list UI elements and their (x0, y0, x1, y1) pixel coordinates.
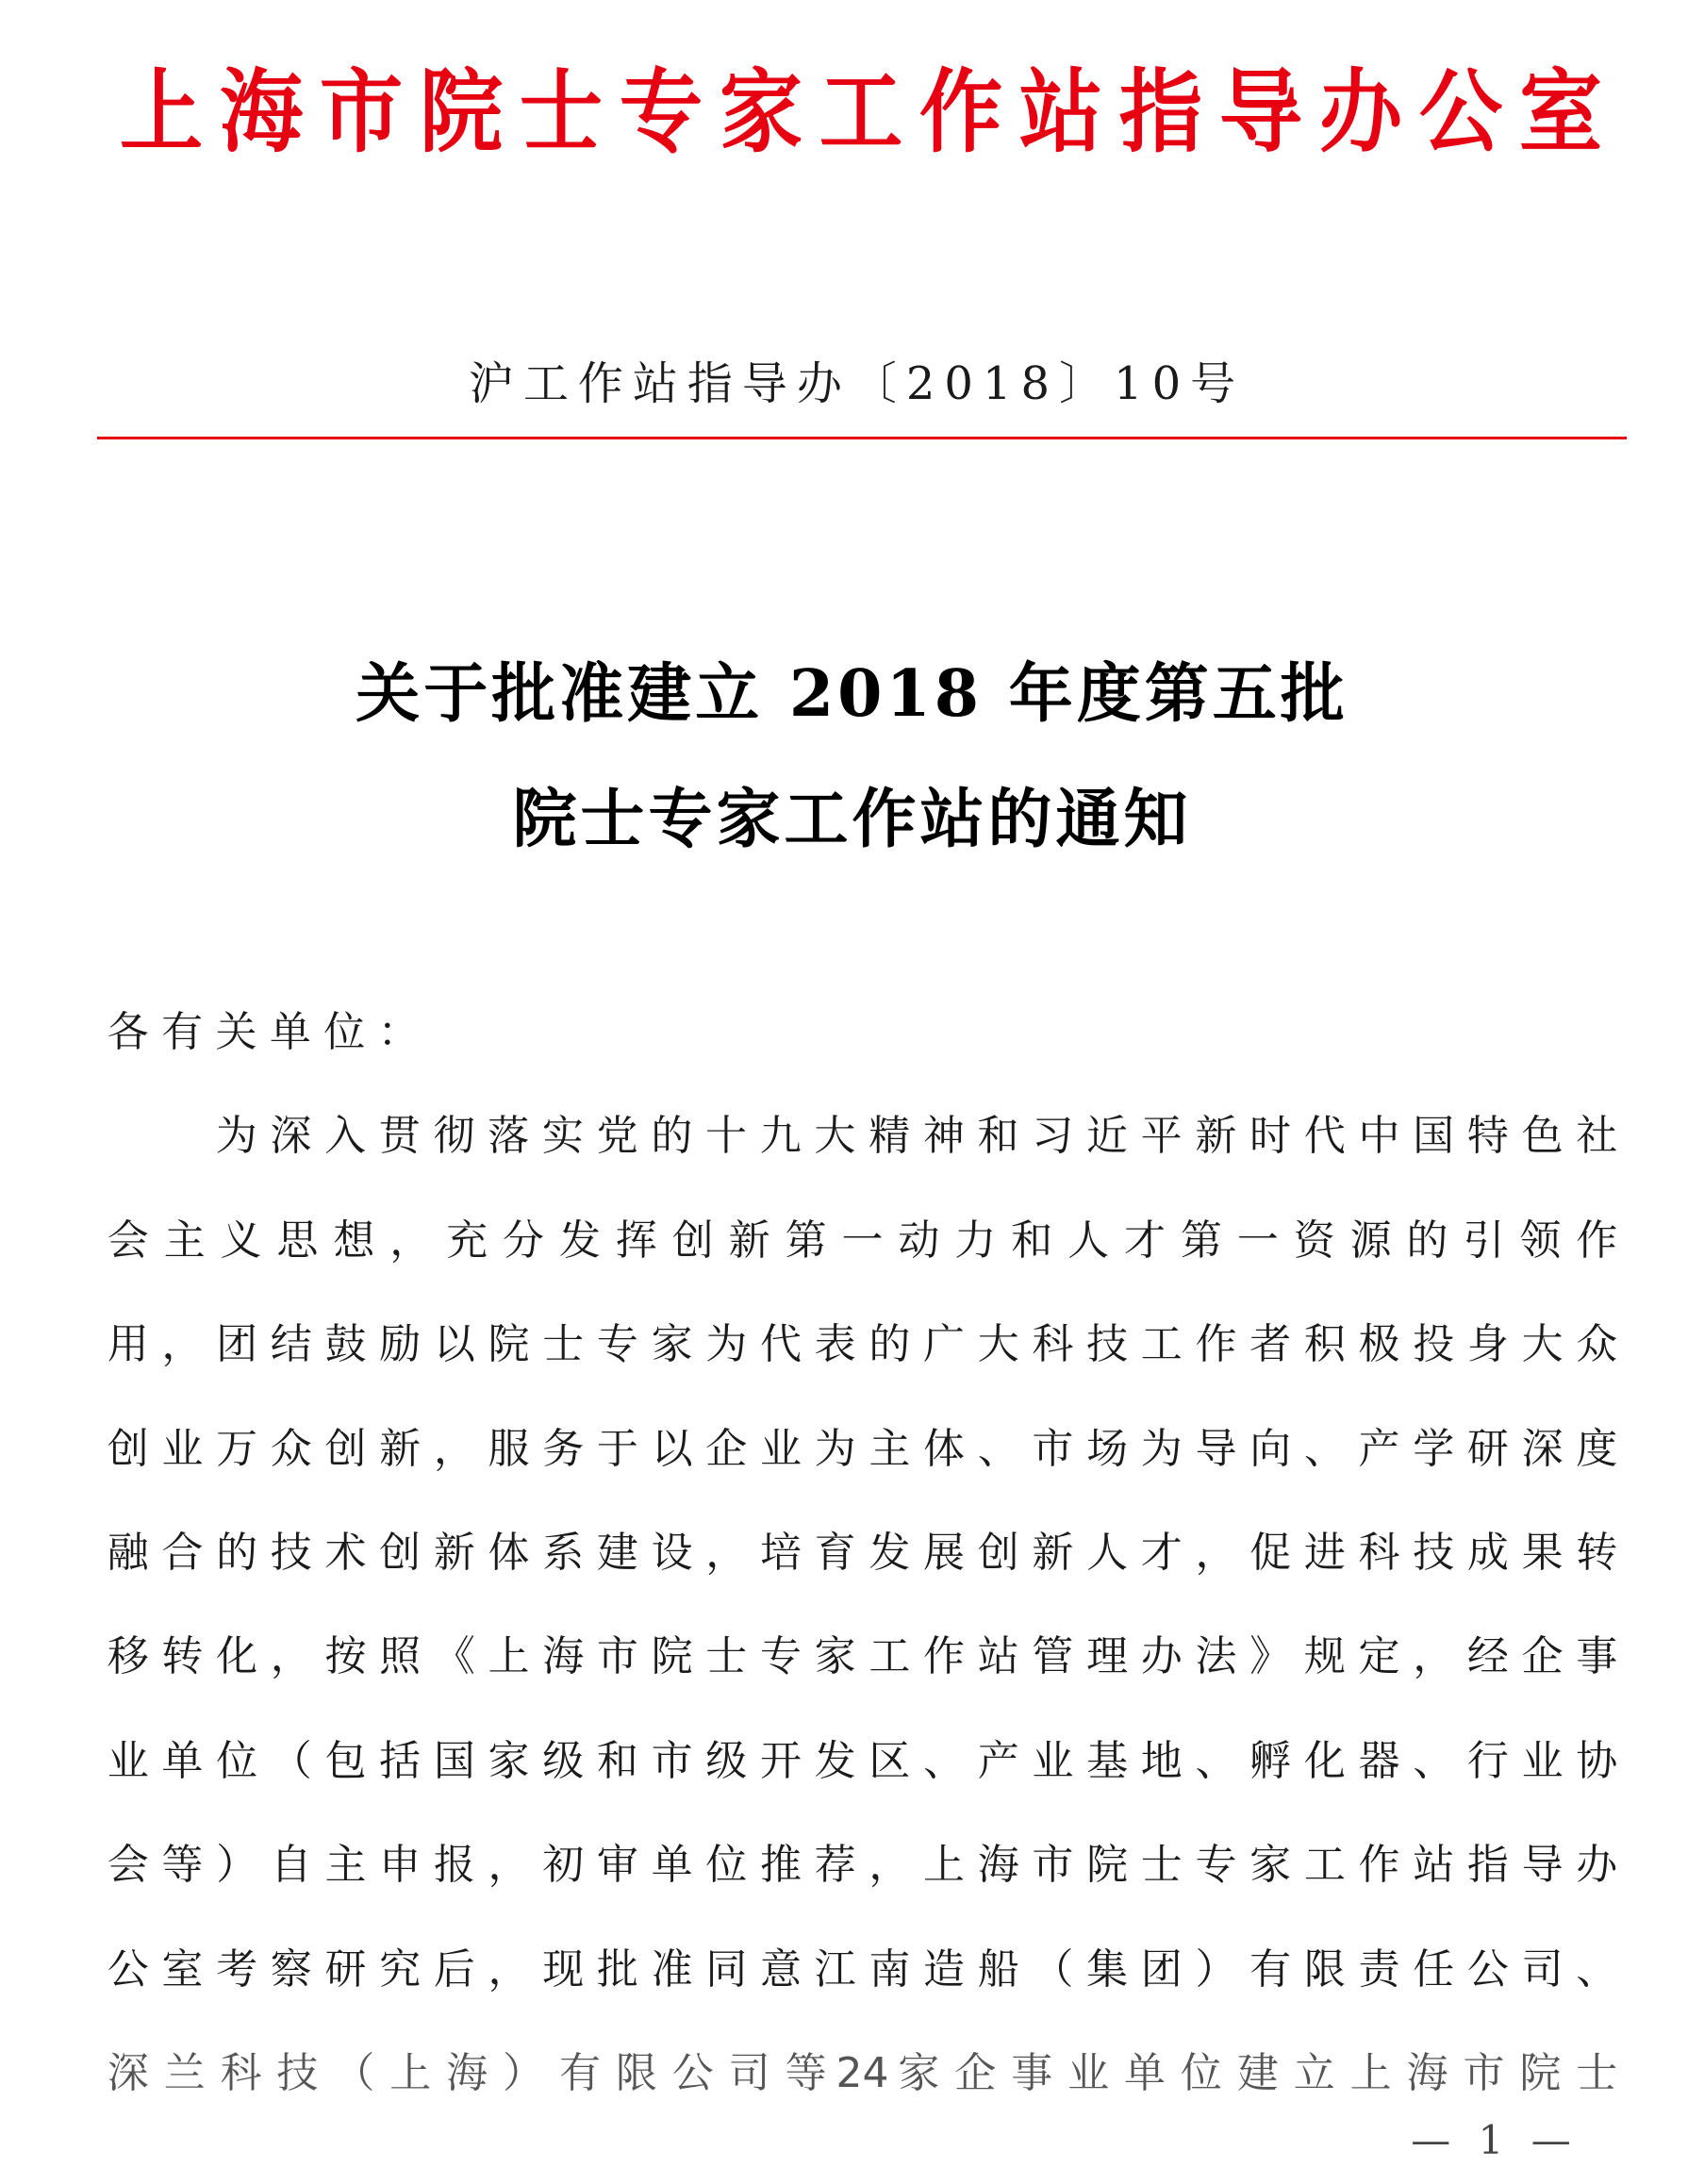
page-number: — 1 — (1411, 2117, 1579, 2163)
issuer-char: 海 (219, 58, 304, 165)
body-line: 移 转 化 ， 按 照 《 上 海 市 院 士 专 家 工 作 站 管 理 办 法 》 规 定 ， 经 企 事 (107, 1632, 1618, 1681)
document-body (101, 1000, 1624, 2144)
issuer-char: 公 (1418, 58, 1503, 165)
body-line: 公 室 考 察 研 究 后 ， 现 批 准 同 意 江 南 造 船 （ 集 团 ） 有 限 责 任 公 司 、 (107, 1944, 1618, 1994)
issuer-char: 站 (1018, 58, 1103, 165)
body-line: 会 等 ） 自 主 申 报 ， 初 审 单 位 推 荐 ， 上 海 市 院 士 专 家 工 作 站 指 导 办 (107, 1841, 1618, 1890)
body-line: 创 业 万 众 创 新 ， 服 务 于 以 企 业 为 主 体 、 市 场 为 导 向 、 产 学 研 深 度 (107, 1424, 1618, 1473)
salutation: 各 有 关 单 位 ： (107, 1008, 420, 1056)
issuer-char: 上 (119, 58, 204, 165)
issuer-char: 专 (619, 58, 703, 165)
issuer-char: 工 (819, 58, 903, 165)
notice-title-line-2: 院士专家工作站的通知 (512, 782, 1192, 857)
body-line: 融 合 的 技 术 创 新 体 系 建 设 ， 培 育 发 展 创 新 人 才 ， 促 进 科 技 成 果 转 (107, 1528, 1618, 1577)
issuer-char: 作 (918, 58, 1003, 165)
issuer-char: 市 (319, 58, 404, 165)
red-divider-rule (97, 437, 1627, 439)
issuer-char: 室 (1518, 58, 1603, 165)
document-number: 沪工作站指导办〔2018〕10号 (468, 357, 1246, 410)
body-line: 用 ， 团 结 鼓 励 以 院 士 专 家 为 代 表 的 广 大 科 技 工 作 者 积 极 投 身 大 众 (107, 1320, 1618, 1369)
issuer-char: 办 (1318, 58, 1403, 165)
body-line: 为 深 入 贯 彻 落 实 党 的 十 九 大 精 神 和 习 近 平 新 时 代 中 国 特 色 社 (215, 1112, 1618, 1161)
issuer-char: 家 (719, 58, 803, 165)
body-line: 会 主 义 思 想 ， 充 分 发 挥 创 新 第 一 动 力 和 人 才 第 一 资 源 的 引 领 作 (107, 1216, 1618, 1265)
issuer-char: 指 (1118, 58, 1203, 165)
body-line: 业 单 位 （ 包 括 国 家 级 和 市 级 开 发 区 、 产 业 基 地 、 孵 化 器 、 行 业 协 (107, 1736, 1618, 1785)
issuer-char: 院 (419, 58, 504, 165)
notice-title-line-1: 关于批准建立 2018 年度第五批 (356, 656, 1348, 732)
issuer-char: 士 (519, 58, 604, 165)
issuer-header (111, 60, 1611, 164)
issuer-char: 导 (1218, 58, 1303, 165)
body-line: 深 兰 科 技 （ 上 海 ） 有 限 公 司 等 24 家 企 事 业 单 位 建 立 上 海 市 院 士 (107, 2048, 1618, 2097)
